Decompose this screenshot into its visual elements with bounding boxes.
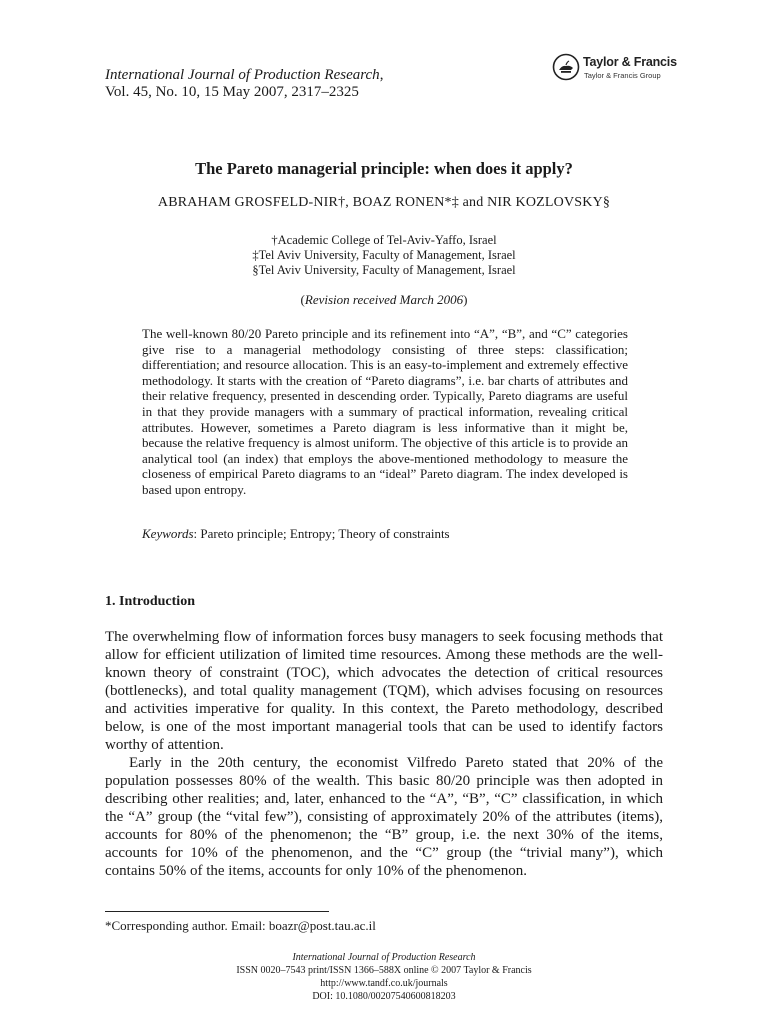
paragraph: The overwhelming flow of information forces busy managers to seek focusing methods that allow for efficient utilization of limited time resources. Among these methods are the well-known theory of constraint (TOC), which advocates the detection of critical resources (bottlenecks), and total quality management (TQM), which advises focusing on resources and activities imperative for quality. In this context, the Pareto methodology, described below, is one of the most important managerial tools that can be used to identify factors worthy of attention. [105,629,663,753]
revision-note [0,292,768,308]
publisher-logo [552,52,677,88]
footnote-divider [105,911,329,912]
section-body [105,628,663,880]
journal-header [105,67,383,84]
revision-open: ( [300,292,305,307]
article-title: The Pareto managerial principle: when does it apply? [195,159,573,178]
lamp-icon [552,53,580,81]
journal-citation: Vol. 45, No. 10, 15 May 2007, 2317–2325 [105,84,359,100]
footnote: *Corresponding author. Email: boazr@post.tau.ac.il [105,918,376,933]
keywords-label: Keywords [142,526,194,541]
footer-doi: DOI: 10.1080/00207540600818203 [312,991,456,1002]
keywords-list: : Pareto principle; Entropy; Theory of constraints [193,526,450,541]
keywords [142,526,450,542]
affiliation-1: †Academic College of Tel-Aviv-Yaffo, Israel [271,233,497,247]
abstract: The well-known 80/20 Pareto principle and its refinement into “A”, “B”, and “C” categories give rise to a managerial methodology consisting of three steps: classification; differentiation; and resource allocation. This is an easy-to-implement and extremely effective methodology. It starts with the creation of “Pareto diagrams”, i.e. bar charts of attributes and their relative frequency, presented in descending order. Typically, Pareto diagrams are useful in that they provide managers with a summary of practical information, revealing critical attributes. However, sometimes a Pareto diagram is less informative than it might be, because the relative frequency is almost uniform. The objective of this article is to provide an analytical tool (an index) that employs the above-mentioned methodology to measure the closeness of empirical Pareto diagrams to an “ideal” Pareto diagram. The index developed is based upon entropy. [142,326,628,497]
affiliation-3: §Tel Aviv University, Faculty of Management, Israel [252,263,516,277]
footer-journal: International Journal of Production Research [292,952,476,963]
revision-close: ) [463,292,468,307]
journal-comma: , [379,67,384,83]
paragraph: Early in the 20th century, the economist Vilfredo Pareto stated that 20% of the population possesses 80% of the wealth. This basic 80/20 principle was then adopted in describing other realities; and, later, enhanced to the “A”, “B”, “C” classification, in which the “A” group (the “vital few”), consisting of approximately 20% of the attributes (items), accounts for 80% of the phenomenon; the “B” group, i.e. the next 30% of the items, accounts for 10% of the phenomenon, and the “C” group (the “trivial many”), which contains 50% of the items, accounts for only 10% of the phenomenon. [105,755,663,879]
affiliation-2: ‡Tel Aviv University, Faculty of Management, Israel [252,248,516,262]
publisher-group: Taylor & Francis Group [584,71,661,80]
journal-name: International Journal of Production Research [105,67,380,83]
footer-url[interactable]: http://www.tandf.co.uk/journals [320,978,448,989]
revision-text: Revision received March 2006 [304,292,464,307]
publisher-name: Taylor & Francis [583,55,677,69]
section-heading: 1. Introduction [105,594,195,609]
article-authors: ABRAHAM GROSFELD-NIR†, BOAZ RONEN*‡ and NIR KOZLOVSKY§ [157,195,611,210]
footer-issn: ISSN 0020–7543 print/ISSN 1366–588X online © 2007 Taylor & Francis [236,965,532,976]
